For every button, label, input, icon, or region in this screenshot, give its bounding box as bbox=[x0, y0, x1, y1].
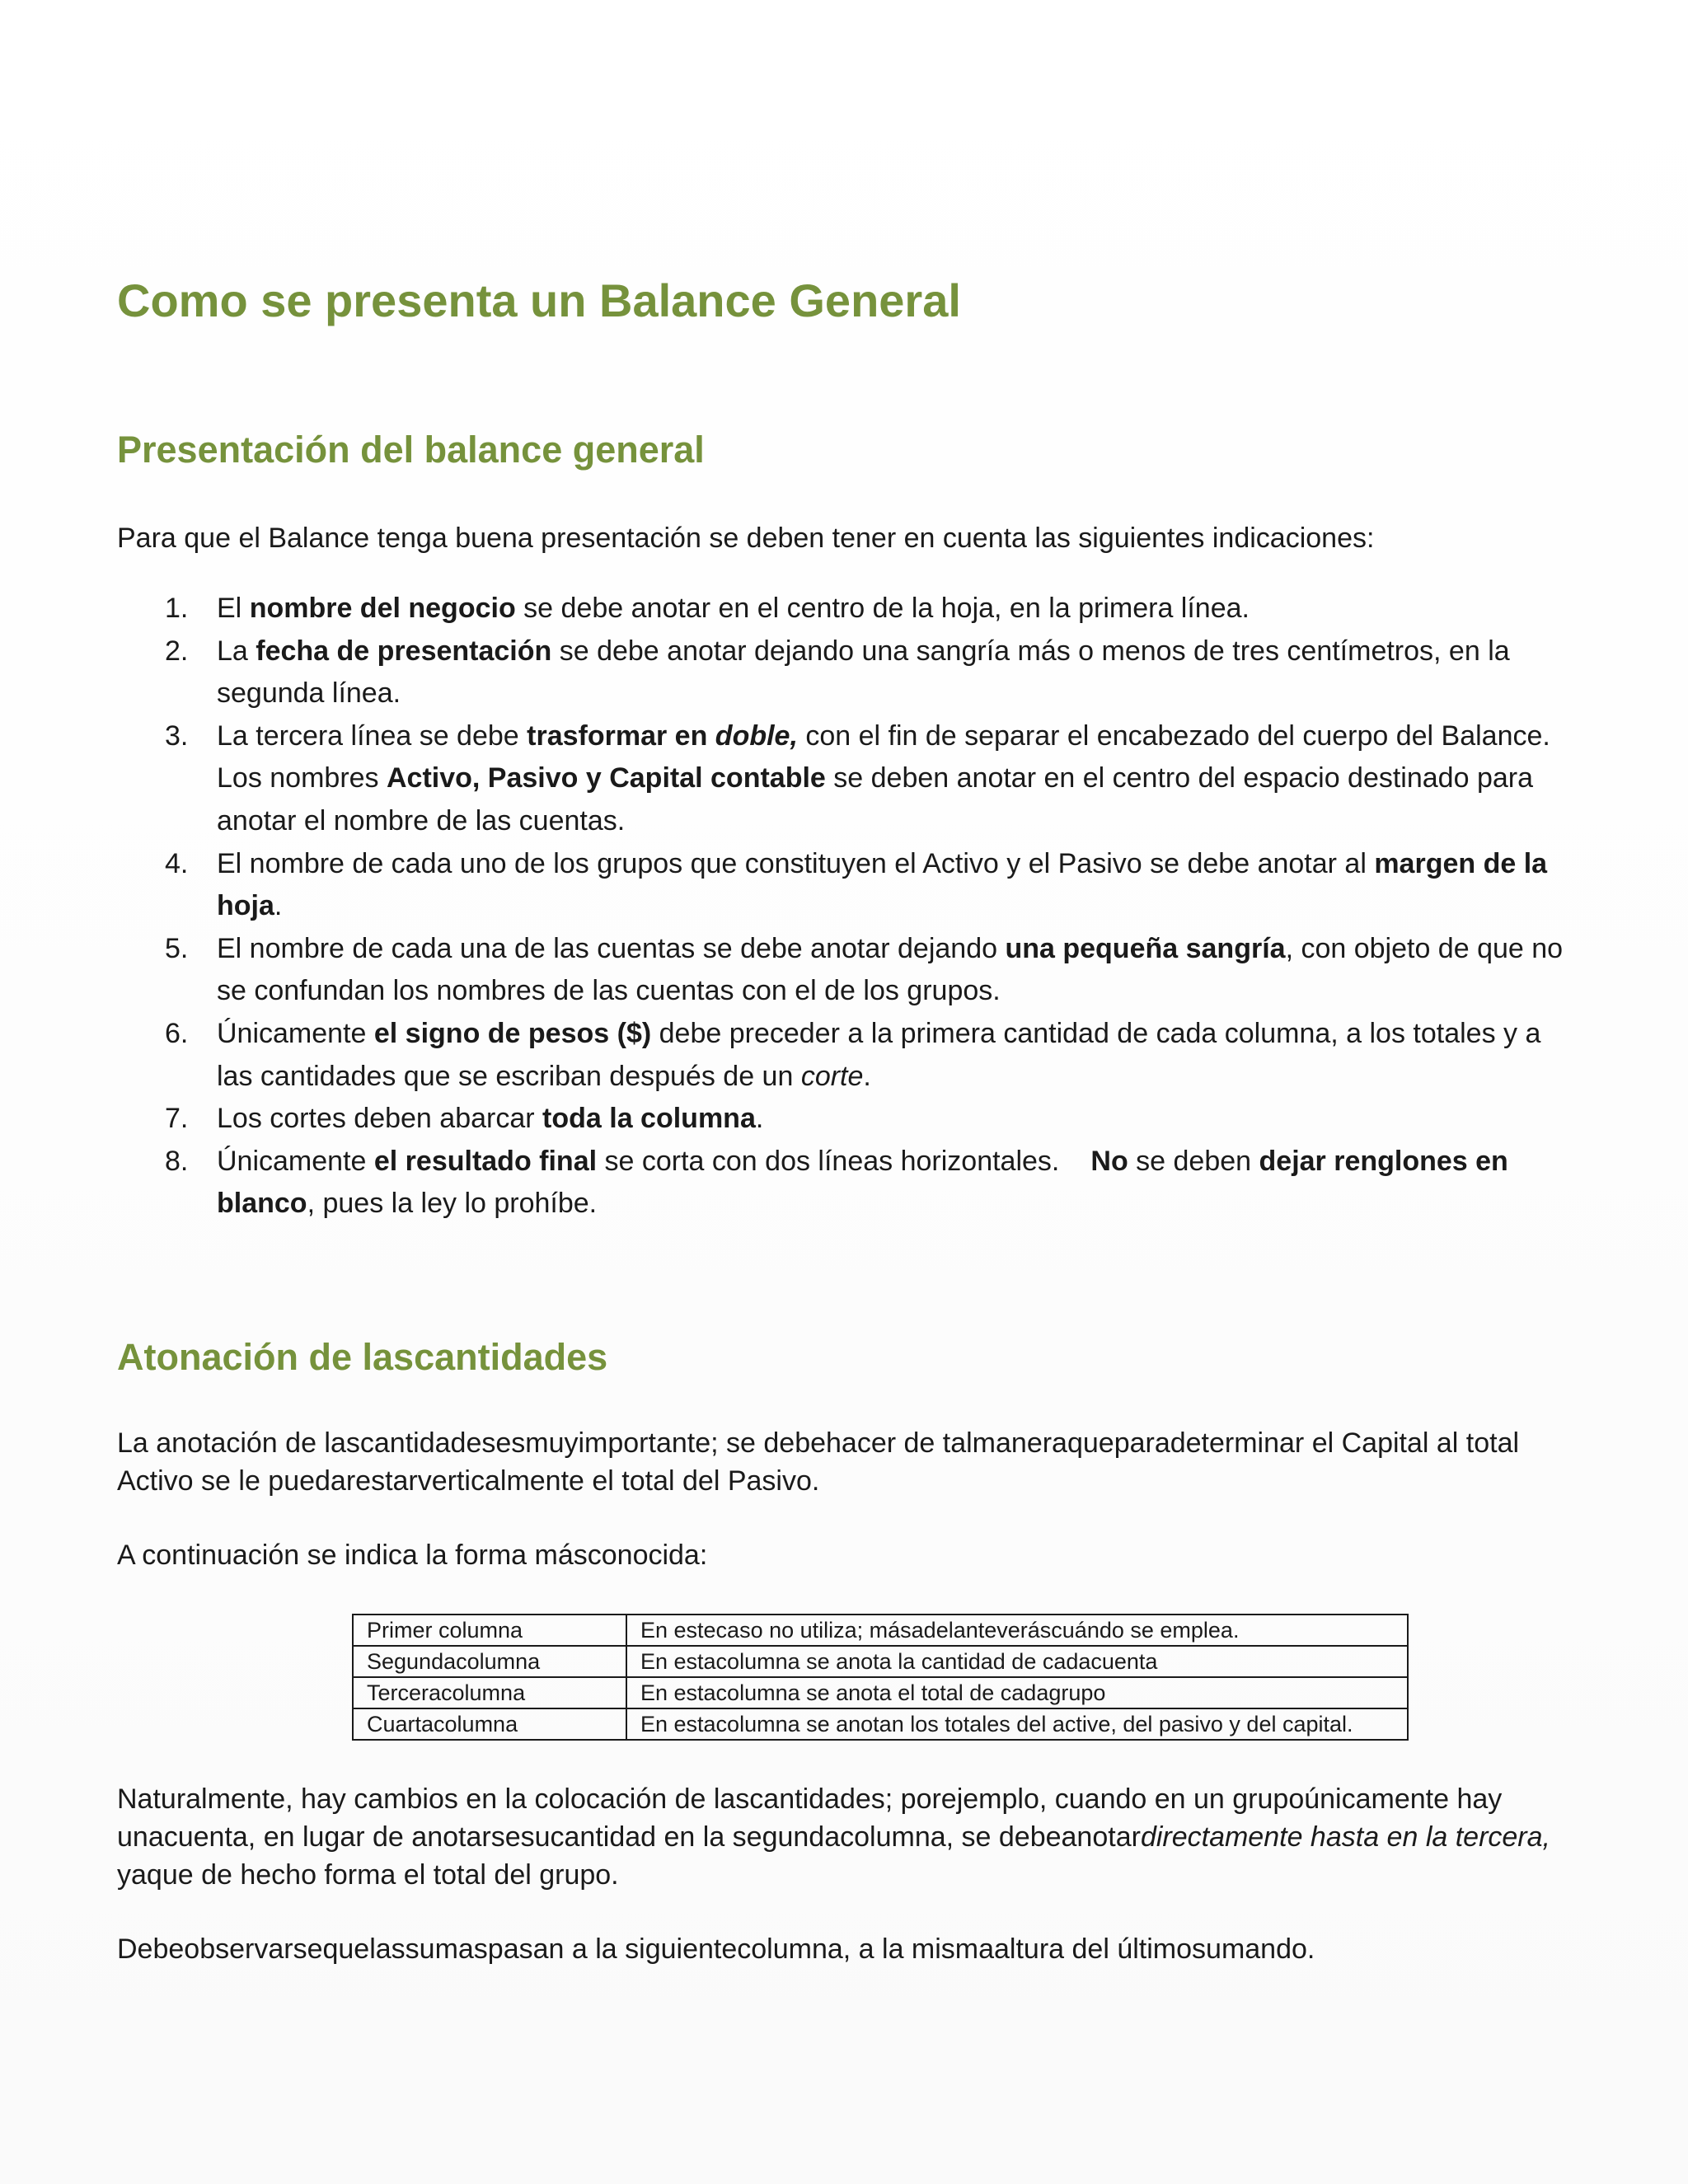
list-item: 7. Los cortes deben abarcar toda la columna. bbox=[117, 1098, 1584, 1141]
list-item: 6. Únicamente el signo de pesos ($) debe preceder a la primera cantidad de cada columna, a los totales y a las cantidades que se escriban después de un corte. bbox=[117, 1013, 1584, 1098]
list-number: 5. bbox=[165, 932, 189, 964]
list-item: 8. Únicamente el resultado final se corta con dos líneas horizontales. No se deben dejar renglones en blanco, pues la ley lo prohíbe. bbox=[117, 1141, 1584, 1226]
section-heading-atonacion: Atonación de lascantidades bbox=[117, 1336, 608, 1378]
list-item: 5. El nombre de cada una de las cuentas se debe anotar dejando una pequeña sangría, con objeto de que no se confundan los nombres de las cuentas con el de los grupos. bbox=[117, 928, 1584, 1013]
list-item: 1. El nombre del negocio se debe anotar en el centro de la hoja, en la primera línea. bbox=[117, 588, 1584, 630]
table-cell: En estecaso no utiliza; másadelanteveráscuándo se emplea. bbox=[626, 1615, 1408, 1646]
table-cell: En estacolumna se anota la cantidad de cadacuenta bbox=[626, 1646, 1408, 1677]
intro-paragraph: Para que el Balance tenga buena presentación se deben tener en cuenta las siguientes indicaciones: bbox=[117, 523, 1375, 554]
table-cell: En estacolumna se anotan los totales del active, del pasivo y del capital. bbox=[626, 1708, 1408, 1740]
list-number: 8. bbox=[165, 1145, 189, 1177]
section-heading-presentacion: Presentación del balance general bbox=[117, 429, 705, 471]
list-item: 4. El nombre de cada uno de los grupos que constituyen el Activo y el Pasivo se debe anotar al margen de la hoja. bbox=[117, 843, 1584, 928]
indications-list bbox=[117, 588, 1584, 1226]
table-row bbox=[353, 1646, 1408, 1677]
paragraph-naturalmente: Naturalmente, hay cambios en la colocación de lascantidades; porejemplo, cuando en un grupoúnicamente hay unacuenta, en lugar de anotarsesucantidad en la segundacolumna, se debeanotardirectamente hasta en la tercera, yaque de hecho forma el total del grupo. bbox=[117, 1783, 1550, 1891]
table-cell: En estacolumna se anota el total de cadagrupo bbox=[626, 1677, 1408, 1708]
list-number: 3. bbox=[165, 719, 189, 752]
table-row bbox=[353, 1708, 1408, 1740]
table-cell: Cuartacolumna bbox=[353, 1708, 626, 1740]
table-row bbox=[353, 1615, 1408, 1646]
list-number: 2. bbox=[165, 635, 189, 667]
list-number: 6. bbox=[165, 1017, 189, 1049]
table-cell: Primer columna bbox=[353, 1615, 626, 1646]
list-number: 7. bbox=[165, 1103, 189, 1135]
paragraph-sumas: Debeobservarsequelassumaspasan a la siguientecolumna, a la mismaaltura del últimosumando. bbox=[117, 1933, 1315, 1965]
list-item: 3. La tercera línea se debe trasformar en doble, con el fin de separar el encabezado del cuerpo del Balance. Los nombres Activo, Pasivo y Capital contable se deben anotar en el centro del espacio destinado para anotar el nombre de las cuentas. bbox=[117, 715, 1584, 843]
paragraph-forma: A continuación se indica la forma másconocida: bbox=[117, 1540, 708, 1571]
table-cell: Terceracolumna bbox=[353, 1677, 626, 1708]
table-row bbox=[353, 1677, 1408, 1708]
list-item: 2. La fecha de presentación se debe anotar dejando una sangría más o menos de tres centímetros, en la segunda línea. bbox=[117, 630, 1584, 715]
table-cell: Segundacolumna bbox=[353, 1646, 626, 1677]
list-number: 4. bbox=[165, 847, 189, 879]
page-title: Como se presenta un Balance General bbox=[117, 274, 961, 326]
list-number: 1. bbox=[165, 593, 189, 624]
paragraph-anotacion: La anotación de lascantidadesesmuyimportante; se debehacer de talmaneraqueparadeterminar el Capital al total Activo se le puedarestarverticalmente el total del Pasivo. bbox=[117, 1427, 1520, 1497]
columns-table bbox=[352, 1614, 1409, 1741]
